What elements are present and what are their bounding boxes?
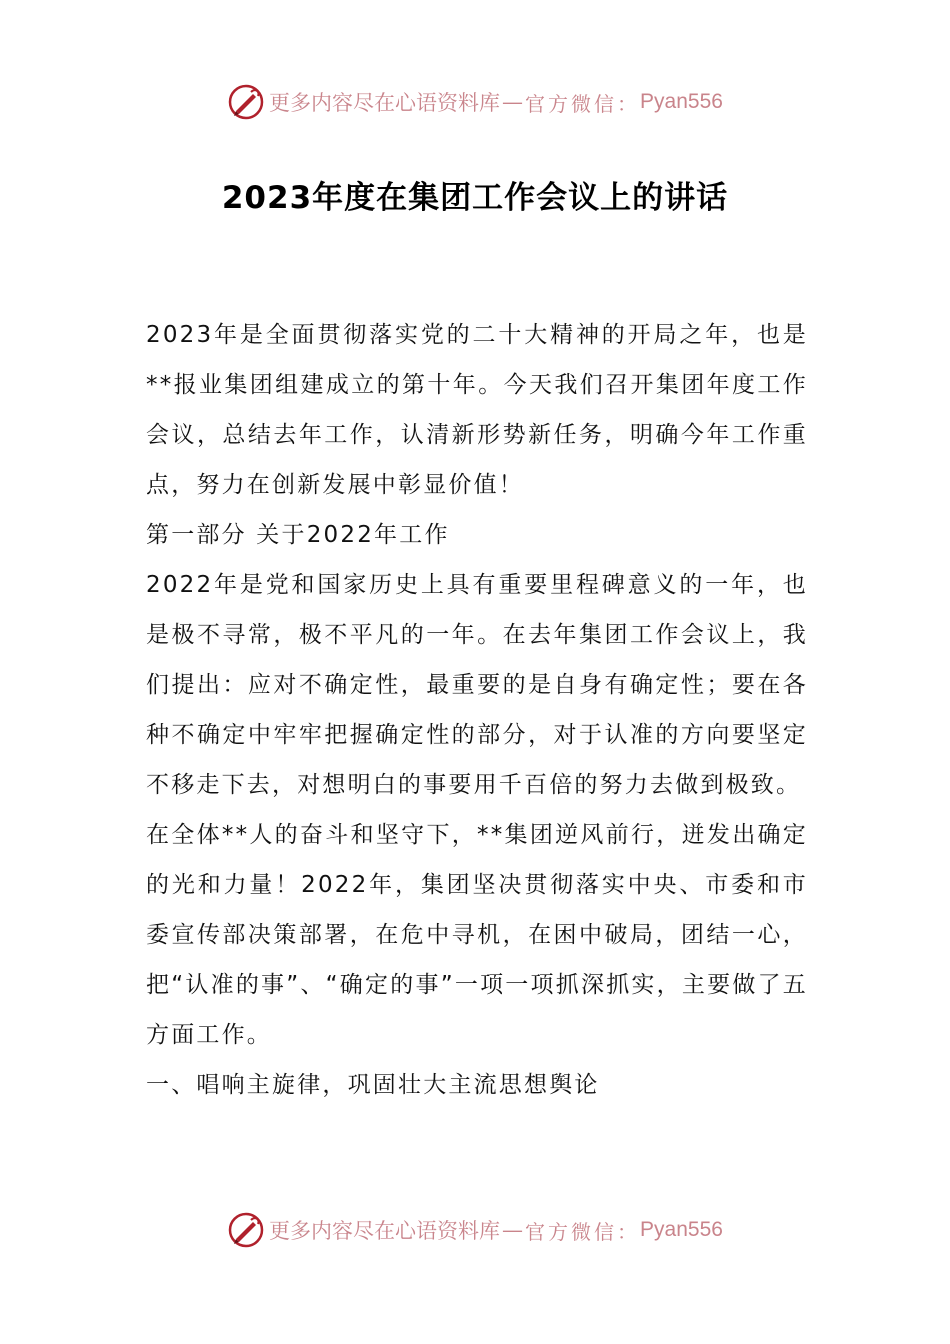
banner-wechat-id: Pyan556 (640, 1218, 723, 1241)
banner-dash: — (502, 90, 524, 114)
paragraph: 2023年是全面贯彻落实党的二十大精神的开局之年，也是**报业集团组建成立的第十年。今天我们召开集团年度工作会议，总结去年工作，认清新形势新任务，明确今年工作重点，努力在创新发展中彰显价值！ (146, 322, 808, 498)
paragraph: 在全体**人的奋斗和坚守下，**集团逆风前行，迸发出确定的光和力量！2022年，集团坚决贯彻落实中央、市委和市委宣传部决策部署，在危中寻机，在困中破局，团结一心，把“认准的事”、“确定的事”一项一项抓深抓实，主要做了五方面工作。 (146, 822, 808, 1048)
section-heading: 第一部分 关于2022年工作 (146, 522, 450, 548)
banner-text: 更多内容尽在心语资料库 (269, 91, 501, 115)
subsection-heading: 一、唱响主旋律，巩固壮大主流思想舆论 (146, 1072, 600, 1098)
banner-wechat-label: 官方微信： (525, 91, 641, 116)
paragraph: 2022年是党和国家历史上具有重要里程碑意义的一年，也是极不寻常，极不平凡的一年。在去年集团工作会议上，我们提出：应对不确定性，最重要的是自身有确定性；要在各种不确定中牢牢把握确定性的部分，对于认准的方向要坚定不移走下去，对想明白的事要用千百倍的努力去做到极致。 (146, 572, 808, 798)
banner-dash: — (502, 1218, 524, 1242)
footer-banner (0, 1208, 950, 1252)
header-banner (0, 80, 950, 124)
banner-wechat-id: Pyan556 (640, 90, 723, 113)
banner-wechat-label: 官方微信： (525, 1219, 641, 1244)
document-title: 2023年度在集团工作会议上的讲话 (221, 180, 729, 216)
document-body (146, 310, 808, 1110)
banner-text: 更多内容尽在心语资料库 (269, 1219, 501, 1243)
pen-logo-icon (227, 1211, 265, 1249)
pen-logo-icon (227, 83, 265, 121)
